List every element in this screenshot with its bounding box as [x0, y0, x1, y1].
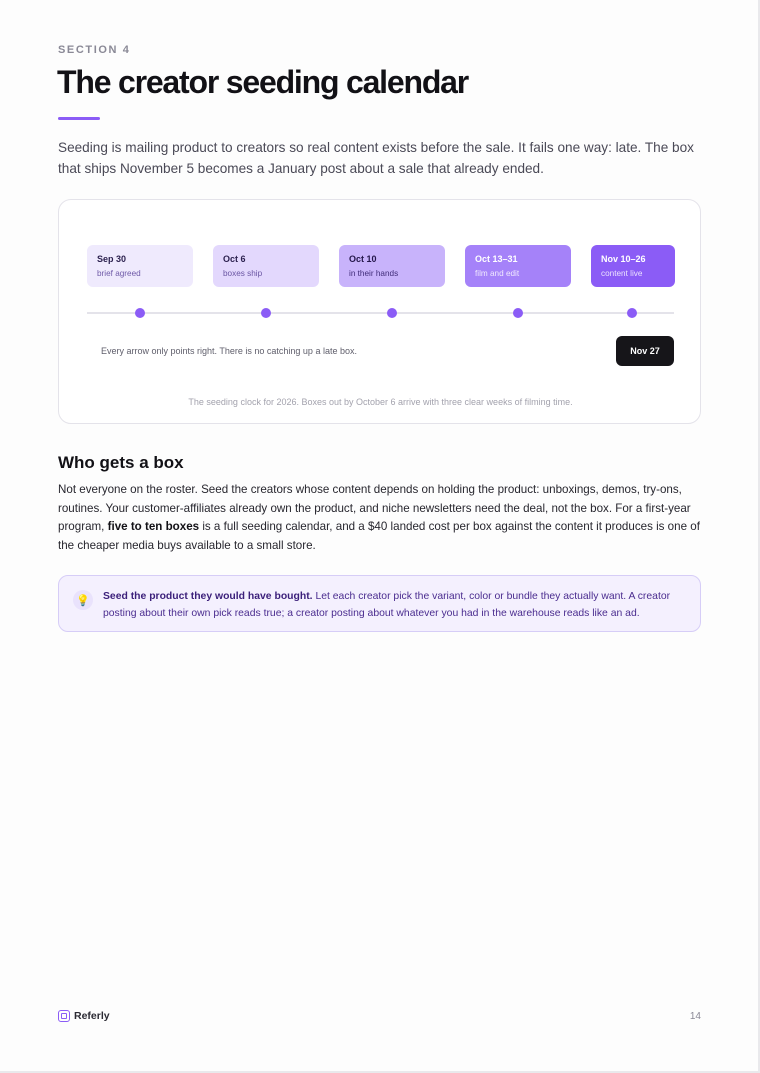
timeline-dot — [387, 308, 397, 318]
step-date: Nov 10–26 — [601, 254, 646, 264]
step-date: Oct 6 — [223, 254, 246, 264]
timeline-step — [213, 245, 319, 287]
step-label: content live — [601, 269, 643, 278]
lightbulb-icon: 💡 — [73, 590, 93, 610]
brand-name: Referly — [74, 1010, 110, 1022]
step-date: Oct 13–31 — [475, 254, 518, 264]
who-text-start: Not everyone on the roster. Seed the creators whose content depends on holding the product: unboxings, demos, try-ons, routines. Your customer-affiliates already own the product, and niche newsletters need the deal, not the box. For a first-year program, — [58, 483, 691, 533]
timeline-track — [87, 312, 674, 314]
page-number: 14 — [689, 1011, 701, 1022]
timeline-note: Every arrow only points right. There is no catching up a late box. — [101, 346, 357, 356]
who-text-emphasis: five to ten boxes — [107, 520, 200, 533]
page-title: The creator seeding calendar — [57, 64, 469, 100]
tip-text — [103, 588, 693, 622]
step-label: film and edit — [475, 269, 520, 278]
timeline-dot — [627, 308, 637, 318]
tip-callout — [58, 575, 701, 632]
timeline-dot — [261, 308, 271, 318]
who-text-end: is a full seeding calendar, and a $40 landed cost per box against the content it produces is one of the cheaper media buys available to a small store. — [58, 520, 700, 552]
end-date-badge: Nov 27 — [616, 336, 674, 366]
footer-logo — [58, 1010, 110, 1022]
timeline-dot — [135, 308, 145, 318]
timeline-step — [465, 245, 571, 287]
step-label: brief agreed — [97, 269, 141, 278]
who-paragraph — [58, 481, 706, 555]
intro-paragraph: Seeding is mailing product to creators so real content exists before the sale. It fails one way: late. The box that ships November 5 becomes a January post about a sale that already ended. — [58, 140, 694, 176]
timeline-caption: The seeding clock for 2026. Boxes out by October 6 arrive with three clear weeks of filming time. — [188, 397, 573, 407]
timeline-dot — [513, 308, 523, 318]
timeline-card — [58, 199, 701, 424]
timeline-step — [339, 245, 445, 287]
step-date: Oct 10 — [349, 254, 377, 264]
timeline-step — [591, 245, 675, 287]
who-heading: Who gets a box — [58, 453, 184, 472]
step-date: Sep 30 — [97, 254, 127, 264]
tip-body: Let each creator pick the variant, color or bundle they actually want. A creator posting about their own pick reads true; a creator posting about whatever you had in the warehouse reads like an ad. — [103, 591, 671, 619]
tip-bold: Seed the product they would have bought. — [103, 591, 313, 602]
step-label: in their hands — [349, 269, 399, 278]
timeline-step — [87, 245, 193, 287]
referly-logo-icon — [58, 1010, 70, 1022]
section-label: SECTION 4 — [58, 44, 131, 56]
accent-rule — [58, 117, 100, 120]
step-label: boxes ship — [223, 269, 263, 278]
